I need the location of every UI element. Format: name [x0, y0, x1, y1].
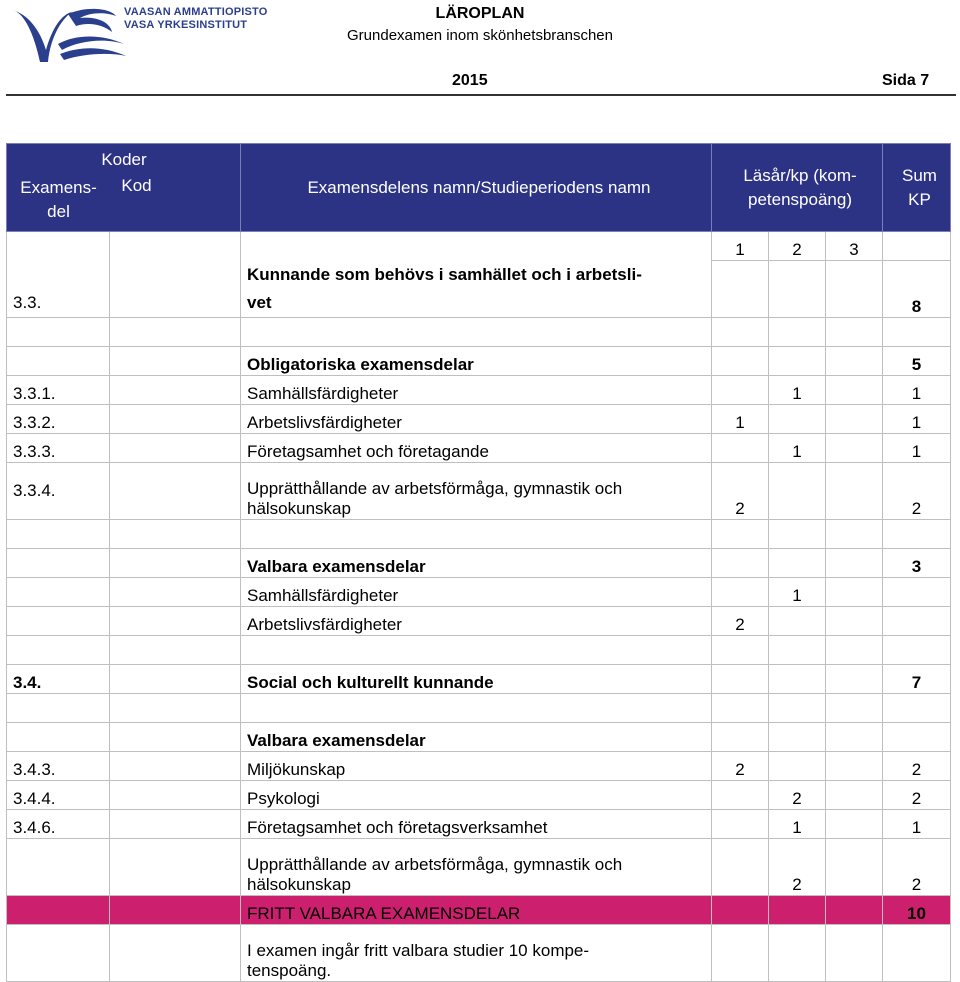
group-label: Valbara examensdelar: [241, 723, 712, 752]
page-number: Sida 7: [882, 72, 930, 89]
table-row: [7, 232, 951, 261]
page-header: [0, 0, 960, 98]
section-code: 3.4.: [7, 665, 110, 694]
sum-header: Sum KP: [883, 144, 951, 232]
lasar-header: Läsår/kp (kom- petenspoäng): [712, 144, 883, 232]
table-row: 3.4.3. Miljökunskap 2 2: [7, 752, 951, 781]
table-row: 3.4. Social och kulturellt kunnande 7: [7, 665, 951, 694]
table-row: Obligatoriska examensdelar 5: [7, 347, 951, 376]
table-row: 3.3.2. Arbetslivsfärdigheter 1 1: [7, 405, 951, 434]
note-text: I examen ingår fritt valbara studier 10 kompe- tenspoäng.: [241, 925, 712, 982]
highlight-row: FRITT VALBARA EXAMENSDELAR 10: [7, 896, 951, 925]
table-row: Upprätthållande av arbetsförmåga, gymnastik och hälsokunskap 2 2: [7, 839, 951, 896]
group-label: Valbara examensdelar: [241, 549, 712, 578]
examensdel-header: Examens-: [20, 178, 97, 197]
section-name: Kunnande som behövs i samhället och i arbetsli- vet: [241, 232, 712, 318]
year: 2015: [452, 72, 488, 89]
table-row: 3.3.3. Företagsamhet och företagande 1 1: [7, 434, 951, 463]
group-label: Obligatoriska examensdelar: [241, 347, 712, 376]
year-2-label: 2: [769, 232, 826, 261]
table-row: [7, 925, 951, 982]
org-name-fi: VAASAN AMMATTIOPISTO: [124, 6, 268, 18]
section-name: Social och kulturellt kunnande: [241, 665, 712, 694]
table-row: 3.3.1. Samhällsfärdigheter 1 1: [7, 376, 951, 405]
table-row: 3.3.4. Upprätthållande av arbetsförmåga, gymnastik och hälsokunskap 2 2: [7, 463, 951, 520]
curriculum-table: [6, 143, 951, 982]
year-1-label: 1: [712, 232, 769, 261]
fritt-label: FRITT VALBARA EXAMENSDELAR: [241, 896, 712, 925]
section-code: 3.3.: [7, 232, 110, 318]
year-3-label: 3: [826, 232, 883, 261]
table-row: Samhällsfärdigheter 1: [7, 578, 951, 607]
table-row: 3.4.6. Företagsamhet och företagsverksamhet 1 1: [7, 810, 951, 839]
table-header-row: [7, 144, 951, 232]
org-name-sv: VASA YRKESINSTITUT: [124, 19, 248, 31]
sum-value: 8: [883, 261, 951, 318]
table-row: Valbara examensdelar 3: [7, 549, 951, 578]
kod-header: Kod: [121, 176, 152, 195]
table-row: 3.4.4. Psykologi 2 2: [7, 781, 951, 810]
table-row: [7, 723, 951, 752]
document-subtitle: Grundexamen inom skönhetsbranschen: [347, 27, 613, 44]
header-rule: [6, 94, 956, 96]
name-header: Examensdelens namn/Studieperiodens namn: [241, 144, 712, 232]
koder-header: Koder Examens- del Kod: [7, 144, 241, 232]
document-title: LÄROPLAN: [435, 5, 525, 22]
table-row: Arbetslivsfärdigheter 2: [7, 607, 951, 636]
